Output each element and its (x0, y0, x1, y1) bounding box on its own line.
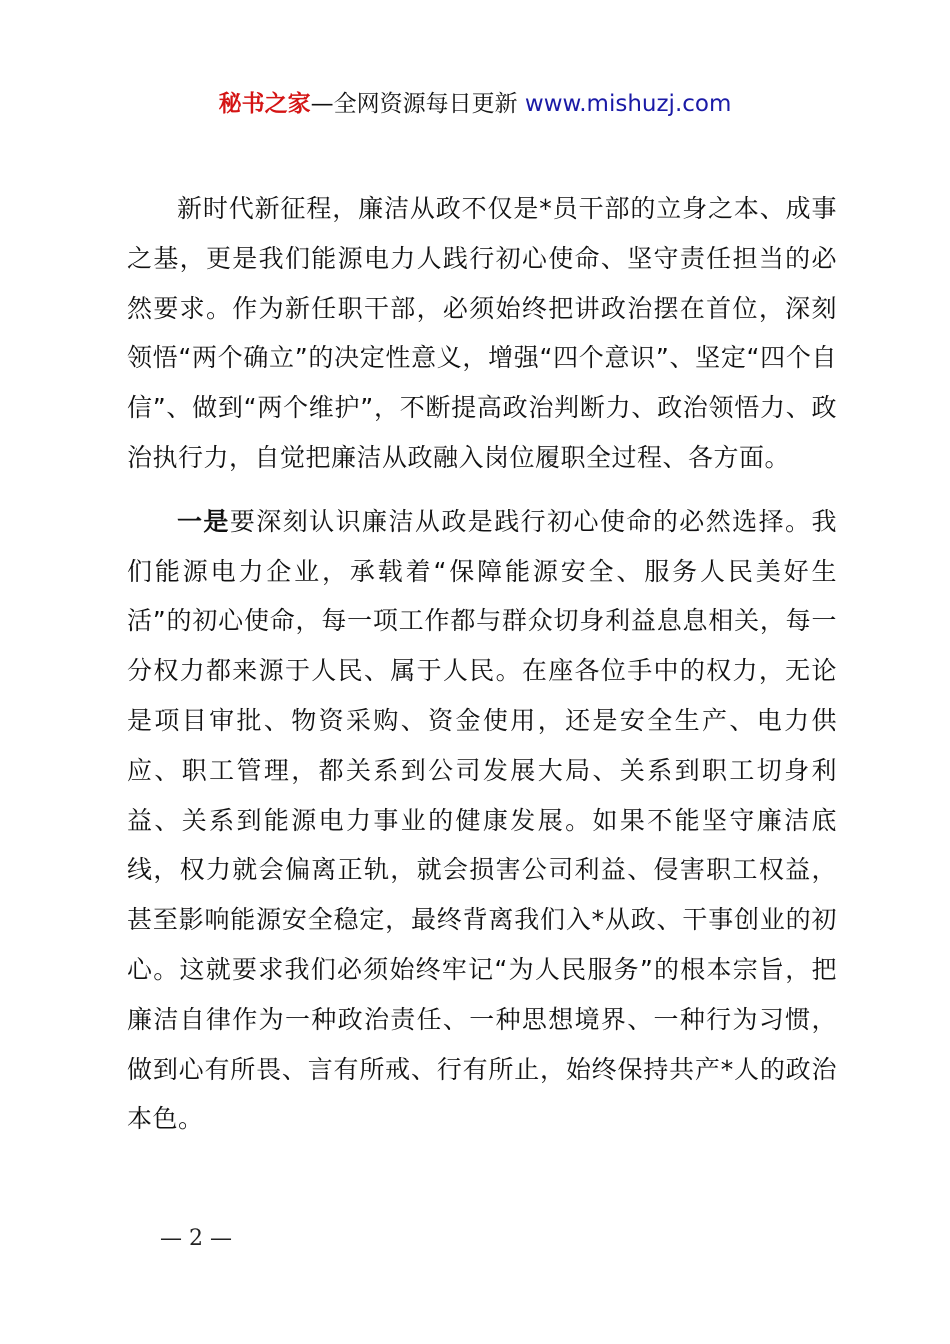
site-header (0, 86, 950, 122)
paragraph-lead: 一是 (177, 506, 230, 536)
header-slogan: —全网资源每日更新 (310, 91, 518, 117)
paragraph-point-one (127, 497, 837, 1144)
brand-name: 秘书之家 (218, 91, 311, 117)
document-body (127, 184, 837, 1144)
paragraph-text: 新时代新征程，廉洁从政不仅是*员干部的立身之本、成事之基，更是我们能源电力人践行初心使命、坚守责任担当的必然要求。作为新任职干部，必须始终把讲政治摆在首位，深刻领悟“两个确立”的决定性意义，增强“四个意识”、坚定“四个自信”、做到“两个维护”，不断提高政治判断力、政治领悟力、政治执行力，自觉把廉洁从政融入岗位履职全过程、各方面。 (127, 194, 837, 472)
page-number: — 2 — (160, 1226, 232, 1251)
paragraph-intro (127, 184, 837, 483)
site-url[interactable]: www.mishuzj.com (524, 91, 732, 117)
paragraph-text: 要深刻认识廉洁从政是践行初心使命的必然选择。我们能源电力企业，承载着“保障能源安全、服务人民美好生活”的初心使命，每一项工作都与群众切身利益息息相关，每一分权力都来源于人民、属于人民。在座各位手中的权力，无论是项目审批、物资采购、资金使用，还是安全生产、电力供应、职工管理，都关系到公司发展大局、关系到职工切身利益、关系到能源电力事业的健康发展。如果不能坚守廉洁底线，权力就会偏离正轨，就会损害公司利益、侵害职工权益，甚至影响能源安全稳定，最终背离我们入*从政、干事创业的初心。这就要求我们必须始终牢记“为人民服务”的根本宗旨，把廉洁自律作为一种政治责任、一种思想境界、一种行为习惯，做到心有所畏、言有所戒、行有所止，始终保持共产*人的政治本色。 (127, 506, 837, 1134)
